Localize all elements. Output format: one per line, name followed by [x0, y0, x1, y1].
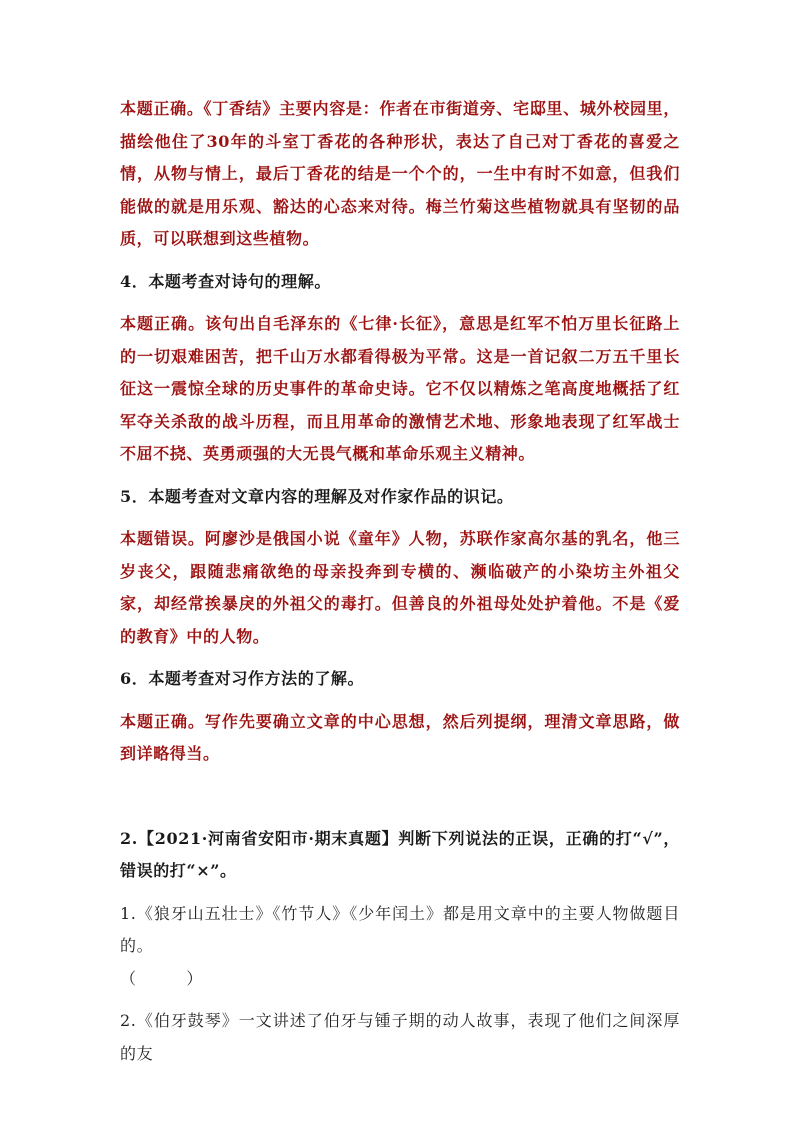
question-2-item-2: 2.《伯牙鼓琴》一文讲述了伯牙与锺子期的动人故事，表现了他们之间深厚的友 [120, 1011, 680, 1063]
question-6-heading: 6．本题考查对习作方法的了解。 [120, 669, 365, 688]
answer-4-explanation: 本题正确。该句出自毛泽东的《七律·长征》，意思是红军不怕万里长征路上的一切艰难困苦，把千山万水都看得极为平常。这是一首记叙二万五千里长征这一震惊全球的历史事件的革命史诗。它不仅以精炼之笔高度地概括了红军夺关杀敌的战斗历程，而且用革命的激情艺术地、形象地表现了红军战士不屈不挠、英勇顽强的大无畏气概和革命乐观主义精神。 [120, 314, 680, 463]
document-page [120, 93, 680, 1070]
question-4-heading: 4．本题考查对诗句的理解。 [120, 271, 331, 291]
question-2-item-1-text: 1.《狼牙山五壮士》《竹节人》《少年闰土》都是用文章中的主要人物做题目的。 [120, 903, 680, 955]
answer-6-explanation: 本题正确。写作先要确立文章的中心思想，然后列提纲，理清文章思路，做到详略得当。 [120, 711, 680, 763]
answer-3-explanation: 本题正确。《丁香结》主要内容是：作者在市街道旁、宅邸里、城外校园里，描绘他住了30年的斗室丁香花的各种形状，表达了自己对丁香花的喜爱之情，从物与情上，最后丁香花的结是一个个的，一生中有时不如意，但我们能做的就是用乐观、豁达的心态来对待。梅兰竹菊这些植物就具有坚韧的品质，可以联想到这些植物。 [120, 99, 680, 248]
question-5-heading: 5．本题考查对文章内容的理解及对作家作品的识记。 [120, 486, 514, 506]
answer-5-explanation: 本题错误。阿廖沙是俄国小说《童年》人物，苏联作家高尔基的乳名，他三岁丧父，跟随悲痛欲绝的母亲投奔到专横的、濒临破产的小染坊主外祖父家，却经常挨暴戾的外祖父的毒打。但善良的外祖母处处护着他。不是《爱的教育》中的人物。 [120, 529, 680, 646]
question-2-item-1 [120, 898, 680, 996]
answer-blank[interactable]: （ ） [120, 968, 204, 988]
question-2-title: 2.【2021·河南省安阳市·期末真题】判断下列说法的正误，正确的打“√”，错误的打“×”。 [120, 828, 680, 880]
